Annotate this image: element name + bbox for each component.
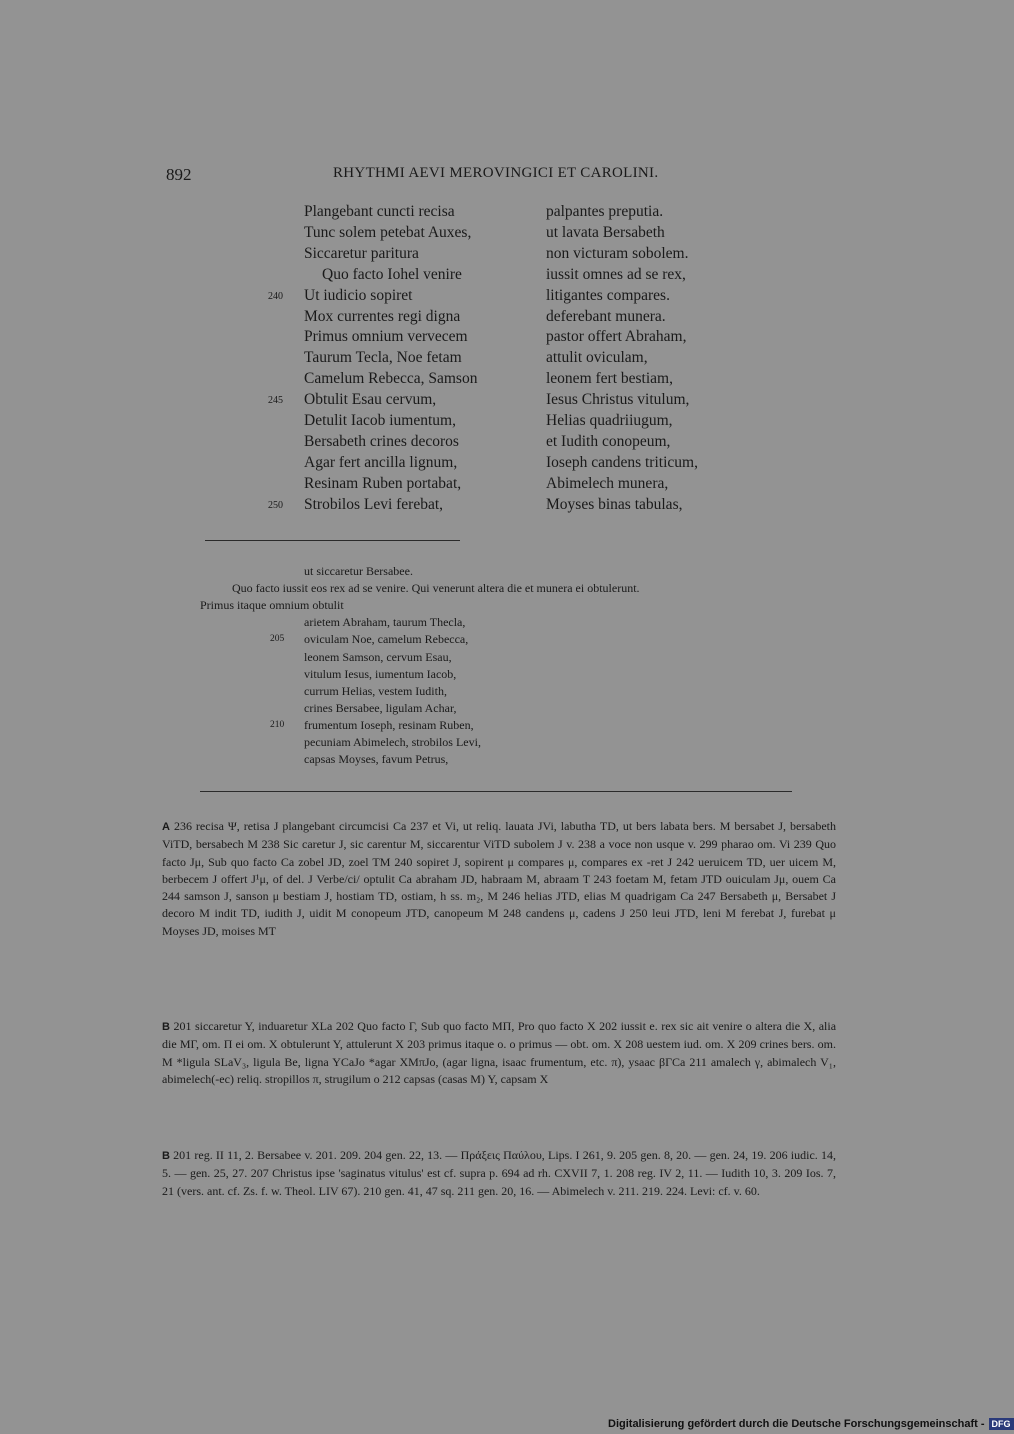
prose-line (270, 632, 469, 647)
prose-line (200, 598, 344, 613)
prose-line (304, 650, 452, 665)
verse-first-half: Taurum Tecla, Noe fetam (304, 349, 462, 367)
verse-line (0, 287, 1000, 308)
prose-text: Quo facto iussit eos rex ad se venire. Qui venerunt altera die et munera ei obtulerunt. (232, 581, 640, 596)
digitization-footer (608, 1418, 1014, 1430)
prose-text: ut siccaretur Bersabee. (304, 564, 413, 578)
divider-rule (205, 540, 460, 541)
prose-line (304, 615, 465, 630)
prose-text: oviculam Noe, camelum Rebecca, (304, 632, 469, 647)
prose-text: leonem Samson, cervum Esau, (304, 649, 452, 664)
verse-first-half: Detulit Iacob iumentum, (304, 412, 456, 429)
verse-second-half: ut lavata Bersabeth (546, 223, 665, 241)
verse-line (0, 349, 1000, 370)
line-number: 205 (270, 634, 285, 645)
prose-text: frumentum Ioseph, resinam Ruben, (304, 717, 474, 732)
prose-line (304, 735, 481, 750)
verse-line (0, 328, 1000, 349)
footer-text: Digitalisierung gefördert durch die Deutsche Forschungsgemeinschaft - (608, 1418, 985, 1430)
prose-line (232, 581, 640, 596)
verse-second-half: litigantes compares. (546, 286, 670, 304)
verse-second-half: Abimelech munera, (546, 474, 669, 492)
apparatus-text: 201 reg. II 11, 2. Bersabee v. 201. 209. 204 gen. 22, 13. — Πράξεις Παύλου, Lips. I 261, 9. 205 gen. 8, 20. — gen. 24, 19. 206 iudic. 14, 5. — gen. 25, 27. 207 Christus ipse 'saginatus vitulus' est cf. supra p. 694 ad rh. CXVII 7, 1. 208 reg. IV 2, 11. — Iudith 10, 3. 209 Ios. 7, 21 (vers. ant. cf. Zs. f. w. Theol. LIV 67). 210 gen. 41, 47 sq. 211 gen. 20, 16. — Abimelech v. 211. 219. 224. Levi: cf. v. 60. (162, 1148, 836, 1198)
prose-line (304, 684, 447, 699)
verse-first-half: Siccaretur paritura (304, 244, 419, 262)
prose-text: vitulum Iesus, iumentum Iacob, (304, 666, 457, 681)
verse-second-half: Moyses binas tabulas, (546, 495, 683, 513)
verse-second-half: pastor offert Abraham, (546, 328, 687, 346)
verse-line (0, 391, 1000, 412)
prose-text: pecuniam Abimelech, strobilos Levi, (304, 735, 481, 749)
verse-first-half: Mox currentes regi digna (304, 307, 461, 325)
verse-second-half: deferebant munera. (546, 307, 666, 325)
prose-line (304, 701, 456, 716)
prose-line (304, 752, 448, 767)
verse-line (0, 370, 1000, 391)
verse-line (0, 475, 1000, 496)
prose-text: Primus itaque omnium obtulit (200, 598, 344, 613)
verse-second-half: palpantes preputia. (546, 203, 664, 220)
apparatus-a (162, 818, 836, 940)
apparatus-sources (162, 1147, 836, 1200)
page-number: 892 (166, 165, 192, 184)
verse-line (0, 266, 1000, 287)
verse-first-half: Quo facto Iohel venire (322, 265, 462, 283)
verse-first-half: Camelum Rebecca, Samson (304, 370, 478, 388)
line-number: 210 (270, 719, 285, 730)
apparatus-b (162, 1018, 836, 1088)
divider-rule (200, 791, 792, 792)
verse-second-half: Iesus Christus vitulum, (546, 391, 690, 409)
verse-second-half: Ioseph candens triticum, (546, 453, 698, 471)
verse-second-half: et Iudith conopeum, (546, 432, 671, 450)
verse-first-half: Tunc solem petebat Auxes, (304, 223, 472, 241)
verse-line (0, 224, 1000, 245)
prose-text: capsas Moyses, favum Petrus, (304, 752, 449, 767)
verse-line (0, 496, 1000, 517)
prose-text: currum Helias, vestem Iudith, (304, 683, 447, 698)
verse-line (0, 245, 1000, 266)
apparatus-siglum: B (162, 1021, 170, 1033)
verse-line (0, 454, 1000, 475)
verse-first-half: Primus omnium vervecem (304, 328, 468, 346)
prose-text: arietem Abraham, taurum Thecla, (304, 615, 466, 630)
prose-line (270, 717, 474, 733)
verse-second-half: non victuram sobolem. (546, 244, 689, 262)
prose-text: crines Bersabee, ligulam Achar, (304, 700, 457, 715)
verse-line (0, 203, 1000, 224)
verse-second-half: attulit oviculam, (546, 349, 648, 367)
line-number: 240 (268, 290, 283, 302)
verse-first-half: Agar fert ancilla lignum, (304, 453, 458, 471)
verse-line (0, 412, 1000, 433)
verse-first-half: Resinam Ruben portabat, (304, 474, 462, 492)
verse-first-half: Plangebant cuncti recisa (304, 203, 455, 220)
running-head: RHYTHMI AEVI MEROVINGICI ET CAROLINI. (333, 165, 659, 181)
apparatus-text: 236 recisa Ψ, retisa J plangebant circumcisi Ca 237 et Vi, ut reliq. lauata JVi, labutha TD, ut bers labata bers. M bersabet J, bersabeth ViTD, bersabech M 238 Sic caretur J, sic carentur M, siccarentur ViTD subolem J v. 238 a voce non usque v. 299 pharao om. Vi 239 Quo facto Jμ, Sub quo facto Ca zobel JD, zoel TM 240 sopiret J, sopirent μ compares μ, compares ex -ret J 242 ueruicem TD, uer uicem M, berbecem J offert J¹μ, of del. J Verbe/ci/ optulit Ca abraham JD, habraam M, abraam T 243 foetam M, fetam JTD ouiculam Jμ, ouem Ca 244 samson J, sanson μ bestiam J, hostiam TD, ostiam, h ss. m₂, M 246 helias JTD, elias M quadrigam Ca 247 Bersabeth μ, Bersabet J decoro M indit TD, iudith J, uidit M conopeum JTD, canopeum M 248 candens μ, cadens J 250 leui JTD, leni M ferebat J, furebat μ Moyses JD, moises MT (162, 819, 836, 938)
verse-line (0, 308, 1000, 329)
apparatus-siglum: A (162, 821, 170, 833)
apparatus-text: 201 siccaretur Y, induaretur XLa 202 Quo facto Γ, Sub quo facto MΠ, Pro quo facto X 202 iussit e. rex sic ait venire o altera die X, alia die MΓ, om. Π ei om. X obtulerunt Y, attulerunt X 203 primus itaque o. o primus — obt. om. X 208 uestem iud. om. X 209 crines bers. om. M *ligula SLaV₃, ligula Be, ligna YCaJo *agar XMπJo, (agar ligna, isaac frumentum, etc. π), ysaac βΓCa 211 amalech γ, abimalech V₁, abimelech(-ec) reliq. stropillos π, strugilum o 212 capsas (casas M) Y, capsam X (162, 1019, 837, 1086)
verse-second-half: Helias quadriiugum, (546, 412, 673, 429)
line-number: 250 (268, 499, 283, 511)
verse-first-half: Obtulit Esau cervum, (304, 391, 437, 409)
apparatus-siglum: B (162, 1150, 170, 1162)
prose-line (304, 564, 413, 579)
verse-first-half: Bersabeth crines decoros (304, 432, 459, 450)
verse-line (0, 433, 1000, 454)
line-number: 245 (268, 395, 283, 407)
dfg-logo: DFG (989, 1418, 1014, 1430)
prose-line (304, 667, 456, 682)
verse-first-half: Ut iudicio sopiret (304, 286, 413, 304)
verse-second-half: leonem fert bestiam, (546, 370, 673, 388)
verse-first-half: Strobilos Levi ferebat, (304, 495, 444, 513)
verse-second-half: iussit omnes ad se rex, (546, 265, 686, 283)
